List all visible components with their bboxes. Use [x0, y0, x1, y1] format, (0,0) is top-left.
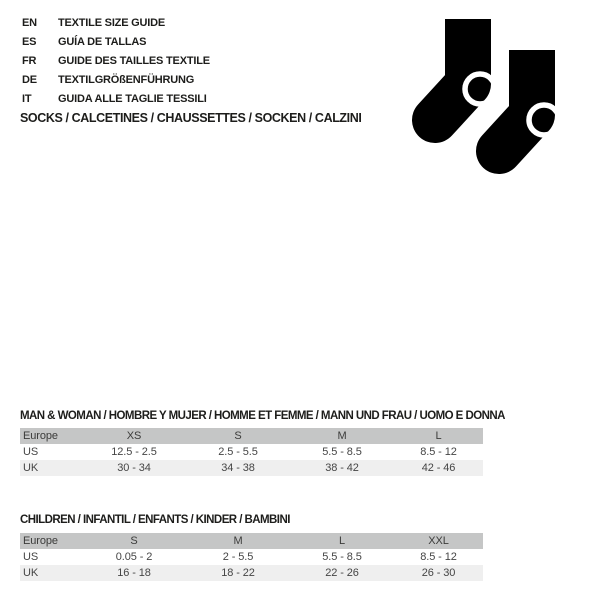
size-table-title-man-woman: MAN & WOMAN / HOMBRE Y MUJER / HOMME ET FEMME / MANN UND FRAU / UOMO E DONNA [20, 410, 505, 422]
column-header: XS [126, 430, 142, 442]
size-cell: 26 - 30 [421, 567, 456, 579]
language-title: GUIDE DES TAILLES TEXTILE [58, 54, 210, 67]
language-row [22, 70, 210, 89]
language-title: TEXTILE SIZE GUIDE [58, 16, 166, 29]
row-label: UK [23, 462, 39, 474]
column-header: L [435, 430, 442, 442]
table-header-row [20, 428, 483, 444]
size-cell: 38 - 42 [325, 462, 359, 474]
size-cell: 30 - 34 [117, 462, 151, 474]
language-title: GUÍA DE TALLAS [58, 35, 147, 48]
size-cell: 2 - 5.5 [222, 551, 254, 563]
row-label: US [23, 551, 39, 563]
table-row [20, 565, 483, 581]
size-table-title-children: CHILDREN / INFANTIL / ENFANTS / KINDER / BAMBINI [20, 514, 290, 526]
table-row [20, 444, 483, 460]
size-cell: 5.5 - 8.5 [322, 446, 362, 458]
table-row [20, 460, 483, 476]
size-table-children [20, 533, 483, 581]
product-category-title: SOCKS / CALCETINES / CHAUSSETTES / SOCKEN / CALZINI [20, 111, 362, 125]
language-code: EN [22, 16, 37, 29]
column-header: S [130, 535, 138, 547]
size-cell: 34 - 38 [221, 462, 255, 474]
column-header: L [338, 535, 346, 547]
language-row [22, 51, 210, 70]
language-row [22, 13, 210, 32]
size-cell: 16 - 18 [117, 567, 151, 579]
size-cell: 2.5 - 5.5 [218, 446, 258, 458]
language-code: IT [22, 92, 32, 105]
size-cell: 0.05 - 2 [115, 551, 153, 563]
table-row [20, 549, 483, 565]
language-title: GUIDA ALLE TAGLIE TESSILI [58, 92, 207, 105]
size-table-man-woman [20, 428, 483, 476]
size-cell: 8.5 - 12 [420, 551, 457, 563]
size-cell: 5.5 - 8.5 [322, 551, 362, 563]
socks-icon [401, 14, 561, 180]
size-cell: 8.5 - 12 [420, 446, 457, 458]
column-header: M [233, 535, 243, 547]
column-header: Europe [23, 535, 58, 547]
language-row [22, 89, 210, 108]
language-title: TEXTILGRÖßENFÜHRUNG [58, 73, 195, 86]
language-code: ES [22, 35, 37, 48]
size-cell: 18 - 22 [221, 567, 255, 579]
size-cell: 42 - 46 [421, 462, 456, 474]
language-code: DE [22, 73, 37, 86]
column-header: M [337, 430, 347, 442]
language-row [22, 32, 210, 51]
table-header-row [20, 533, 483, 549]
column-header: S [234, 430, 242, 442]
row-label: US [23, 446, 39, 458]
size-cell: 12.5 - 2.5 [111, 446, 157, 458]
language-code: FR [22, 54, 37, 67]
column-header: Europe [23, 430, 58, 442]
language-list [22, 13, 210, 108]
column-header: XXL [428, 535, 449, 547]
size-cell: 22 - 26 [325, 567, 359, 579]
row-label: UK [23, 567, 39, 579]
